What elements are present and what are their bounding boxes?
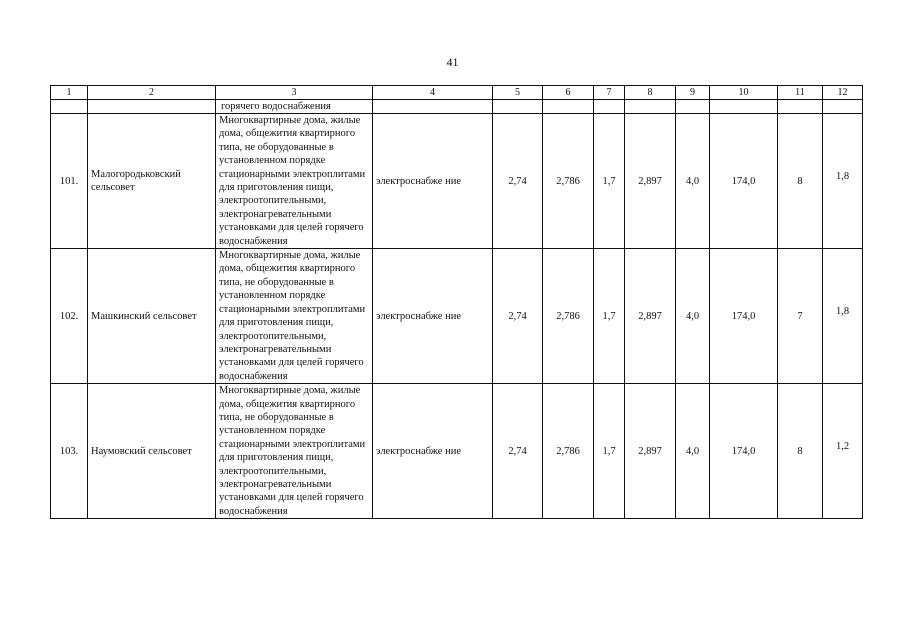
value-col11: 8 xyxy=(778,114,823,249)
value-col8: 2,897 xyxy=(625,249,676,384)
tariff-table xyxy=(50,85,863,519)
continuation-description: горячего водоснабжения xyxy=(216,100,373,114)
value-col6: 2,786 xyxy=(543,384,594,519)
header-cell-10: 10 xyxy=(710,86,778,100)
value-col12: 1,2 xyxy=(823,384,863,519)
value-col6: 2,786 xyxy=(543,249,594,384)
header-cell-9: 9 xyxy=(676,86,710,100)
value-col8: 2,897 xyxy=(625,114,676,249)
header-cell-7: 7 xyxy=(594,86,625,100)
header-cell-8: 8 xyxy=(625,86,676,100)
value-col5: 2,74 xyxy=(493,114,543,249)
page-number: 41 xyxy=(446,55,459,69)
value-col10: 174,0 xyxy=(710,114,778,249)
row-number: 103. xyxy=(51,384,88,519)
consumer-description: Многоквартирные дома, жилые дома, общежития квартирного типа, не оборудованные в установленном порядке стационарными электроплитами для приготовления пищи, электроотопительными, электронагревательными установками для целей горячего водоснабжения xyxy=(216,114,373,249)
header-cell-11: 11 xyxy=(778,86,823,100)
value-col7: 1,7 xyxy=(594,249,625,384)
consumer-description: Многоквартирные дома, жилые дома, общежития квартирного типа, не оборудованные в установленном порядке стационарными электроплитами для приготовления пищи, электроотопительными, электронагревательными установками для целей горячего водоснабжения xyxy=(216,249,373,384)
value-col12: 1,8 xyxy=(823,249,863,384)
consumer-description: Многоквартирные дома, жилые дома, общежития квартирного типа, не оборудованные в установленном порядке стационарными электроплитами для приготовления пищи, электроотопительными, электронагревательными установками для целей горячего водоснабжения xyxy=(216,384,373,519)
municipality-name: Наумовский сельсовет xyxy=(88,384,216,519)
service-type: электроснабже ние xyxy=(373,384,493,519)
municipality-name: Машкинский сельсовет xyxy=(88,249,216,384)
value-col10: 174,0 xyxy=(710,249,778,384)
service-type: электроснабже ние xyxy=(373,114,493,249)
value-col11: 7 xyxy=(778,249,823,384)
table-row xyxy=(51,249,863,384)
row-number: 102. xyxy=(51,249,88,384)
value-col5: 2,74 xyxy=(493,384,543,519)
value-col8: 2,897 xyxy=(625,384,676,519)
header-row xyxy=(51,86,863,100)
continuation-row xyxy=(51,100,863,114)
header-cell-1: 1 xyxy=(51,86,88,100)
header-cell-5: 5 xyxy=(493,86,543,100)
value-col11: 8 xyxy=(778,384,823,519)
value-col7: 1,7 xyxy=(594,384,625,519)
header-cell-12: 12 xyxy=(823,86,863,100)
row-number: 101. xyxy=(51,114,88,249)
value-col7: 1,7 xyxy=(594,114,625,249)
value-col6: 2,786 xyxy=(543,114,594,249)
table-row xyxy=(51,114,863,249)
header-cell-3: 3 xyxy=(216,86,373,100)
table-row xyxy=(51,384,863,519)
service-type: электроснабже ние xyxy=(373,249,493,384)
value-col9: 4,0 xyxy=(676,249,710,384)
value-col9: 4,0 xyxy=(676,114,710,249)
value-col10: 174,0 xyxy=(710,384,778,519)
header-cell-4: 4 xyxy=(373,86,493,100)
value-col9: 4,0 xyxy=(676,384,710,519)
header-cell-6: 6 xyxy=(543,86,594,100)
value-col5: 2,74 xyxy=(493,249,543,384)
value-col12: 1,8 xyxy=(823,114,863,249)
header-cell-2: 2 xyxy=(88,86,216,100)
municipality-name: Малогородьковский сельсовет xyxy=(88,114,216,249)
